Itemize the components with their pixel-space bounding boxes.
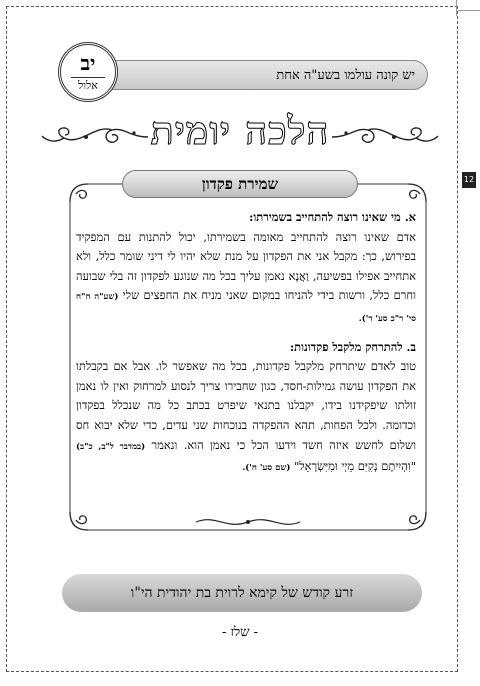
paragraph-a-heading: א. מי שאינו רוצה להתחייב בשמירתו: [249,210,416,224]
paragraph-gap [76,330,416,338]
paragraph-b-heading: ב. להתרחק מלקבל פקדונות: [289,339,416,354]
side-page-tab: 12 [462,172,476,188]
date-month: אלול [78,79,98,92]
crop-mark [456,0,457,16]
paragraph-b-source: (במדבר ל"ב, כ"ב) [76,441,146,452]
section-heading: שמירת פקדון [201,175,279,193]
flourish-right-icon [330,124,440,150]
paragraph-a-body: אדם שאינו רוצה להתחייב מאומה בשמירתו, יכול להתנות עם המפקיד בפירוש, כך: מקבל אני את הפקדון על מנת שלא יהיו לי דיני שומר כלל, ולא אתחייב אפילו בפשיעה, וַאֲנָא נאמן עליך בכל מה שנוגע לפקדון זה בלי שבועה וחרם כלל, ורשות בידי להניחו במקום שאני מניח את החפצים שלי [76,229,417,303]
title-area [40,106,440,156]
date-badge [58,42,118,102]
header-banner-text: יש קונה עולמו בשע"ה אחת [276,68,415,83]
paragraph-b-source-2: (שם סע' ח'). [242,463,291,474]
section-heading-pill [122,170,358,198]
footer-dedication: זרע קודש של קימא לרוית בת יהודית הי"ו [130,585,354,601]
paragraph-b [76,357,416,479]
date-day: יב [80,51,96,75]
page-title: הלכה יומית [150,108,330,153]
paragraph-a [76,228,416,330]
paragraph-b-quote: "וִהְיִיתֶם נְקִיִּם מֵיְי וּמִיִּשְׂרָאֵל" [294,459,416,474]
halacha-text [76,208,416,479]
paragraph-b-body: טוב לאדם שיתרחק מלקבל פקדונות, בכל מה שאפשר לו. אבל אם בקבלתו את הפקדון עושה גמילות-חסד, כגון שחבירו צריך לנסוע למרחוק ואין לו נאמן זולתו שיפקידנו בידו, יקבלנו בתנאי שיפרט בכתב כל מה שנכלל בפקדון וכדומה. ולכל הפחות, תהא ההפקדה בנוכחות שני עדים, כדי שלא יבוא חס ושלום לחשש איזה חשד וידעו הכל כי נאמן הוא. ונאמר [76,359,416,452]
page-number: - שלז - [222,625,258,640]
header-banner [96,60,428,90]
paragraph-a-source: (שע"ה ח"ח סי' ר"כ סע' ד'). [76,292,416,324]
footer-banner [62,574,422,612]
crop-mark [458,10,480,11]
date-divider [71,77,105,78]
